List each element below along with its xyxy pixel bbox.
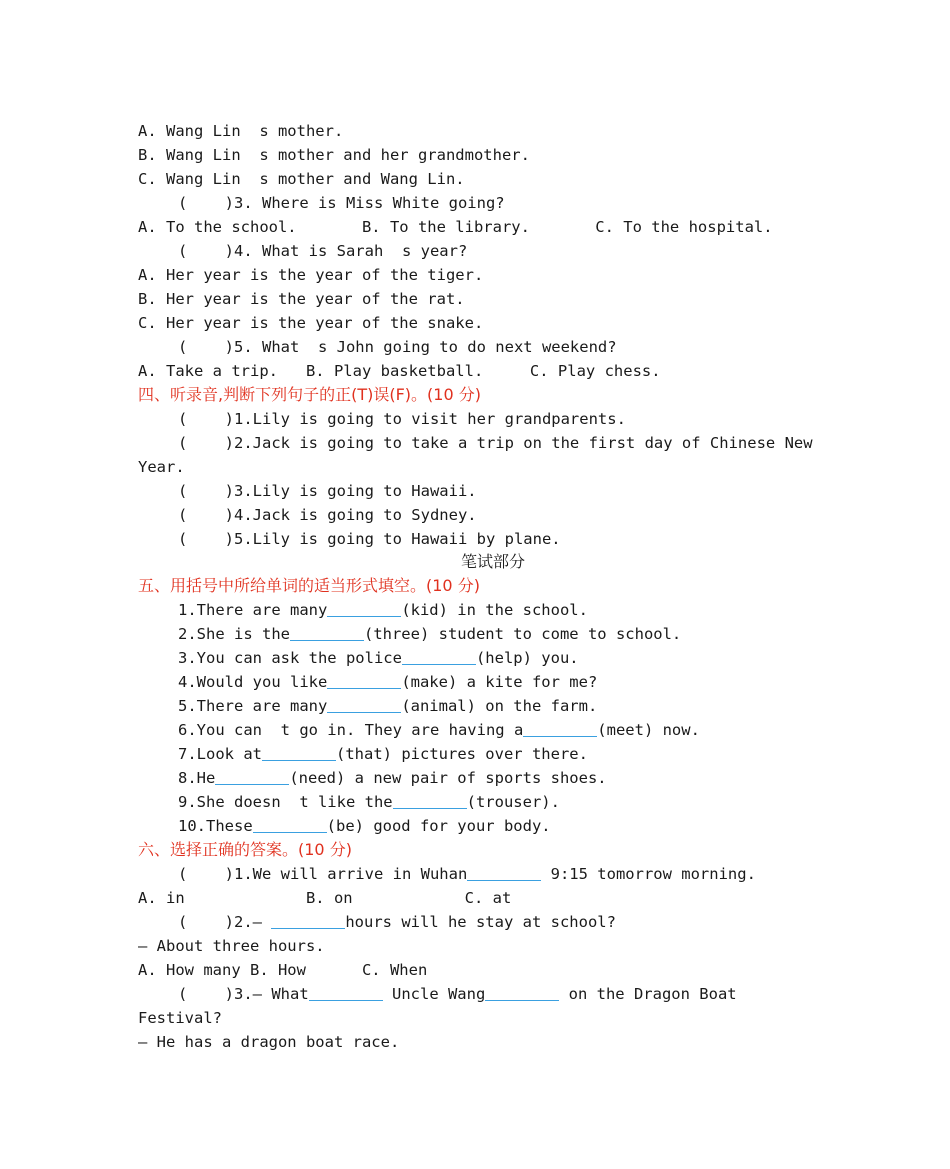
answer-blank[interactable] (262, 743, 336, 761)
question-line: Festival? (138, 1009, 222, 1027)
option-line: A. How many B. How C. When (138, 961, 428, 979)
question-line: ( )3.— What Uncle Wang on the Dragon Boat (178, 985, 737, 1003)
option-line: B. Her year is the year of the rat. (138, 290, 465, 308)
fill-blank-item: 6.You can t go in. They are having a (meet) now. (178, 721, 700, 739)
answer-blank[interactable] (327, 599, 401, 617)
question-line: ( )4.Jack is going to Sydney. (178, 506, 477, 524)
question-line: ( )3.Lily is going to Hawaii. (178, 482, 477, 500)
fill-blank-item: 9.She doesn t like the (trouser). (178, 793, 560, 811)
option-line: C. Her year is the year of the snake. (138, 314, 484, 332)
question-line: ( )4. What is Sarah s year? (178, 242, 468, 260)
question-line: ( )1.Lily is going to visit her grandparents. (178, 410, 626, 428)
option-line: A. Her year is the year of the tiger. (138, 266, 484, 284)
section-heading: 四、听录音,判断下列句子的正(T)误(F)。(10 分) (138, 385, 481, 404)
answer-blank[interactable] (290, 623, 364, 641)
fill-blank-item: 3.You can ask the police (help) you. (178, 649, 579, 667)
section-heading: 五、用括号中所给单词的适当形式填空。(10 分) (138, 576, 480, 595)
answer-blank[interactable] (215, 767, 289, 785)
option-line: A. in B. on C. at (138, 889, 512, 907)
section-heading: 六、选择正确的答案。(10 分) (138, 840, 352, 859)
question-line: Year. (138, 458, 185, 476)
dialogue-line: — About three hours. (138, 937, 325, 955)
option-line: C. Wang Lin s mother and Wang Lin. (138, 170, 465, 188)
answer-blank[interactable] (402, 647, 476, 665)
answer-blank[interactable] (393, 791, 467, 809)
question-line: ( )5. What s John going to do next weekend? (178, 338, 617, 356)
question-line: ( )2.Jack is going to take a trip on the first day of Chinese New (178, 434, 813, 452)
fill-blank-item: 5.There are many (animal) on the farm. (178, 697, 598, 715)
fill-blank-item: 10.These (be) good for your body. (178, 817, 551, 835)
answer-blank[interactable] (309, 983, 383, 1001)
answer-blank[interactable] (253, 815, 327, 833)
question-line: ( )2.— hours will he stay at school? (178, 913, 616, 931)
option-line: A. Take a trip. B. Play basketball. C. Play chess. (138, 362, 661, 380)
question-line: ( )5.Lily is going to Hawaii by plane. (178, 530, 561, 548)
part-title: 笔试部分 (460, 552, 525, 571)
fill-blank-item: 8.He (need) a new pair of sports shoes. (178, 769, 607, 787)
answer-blank[interactable] (467, 863, 541, 881)
answer-blank[interactable] (523, 719, 597, 737)
answer-blank[interactable] (327, 671, 401, 689)
option-line: A. Wang Lin s mother. (138, 122, 344, 140)
answer-blank[interactable] (271, 911, 345, 929)
option-line: B. Wang Lin s mother and her grandmother. (138, 146, 530, 164)
fill-blank-item: 4.Would you like (make) a kite for me? (178, 673, 598, 691)
option-line: A. To the school. B. To the library. C. To the hospital. (138, 218, 773, 236)
answer-blank[interactable] (327, 695, 401, 713)
fill-blank-item: 2.She is the (three) student to come to school. (178, 625, 682, 643)
answer-blank[interactable] (485, 983, 559, 1001)
fill-blank-item: 1.There are many (kid) in the school. (178, 601, 588, 619)
question-line: ( )3. Where is Miss White going? (178, 194, 505, 212)
question-line: ( )1.We will arrive in Wuhan 9:15 tomorrow morning. (178, 865, 756, 883)
dialogue-line: — He has a dragon boat race. (138, 1033, 400, 1051)
fill-blank-item: 7.Look at (that) pictures over there. (178, 745, 588, 763)
